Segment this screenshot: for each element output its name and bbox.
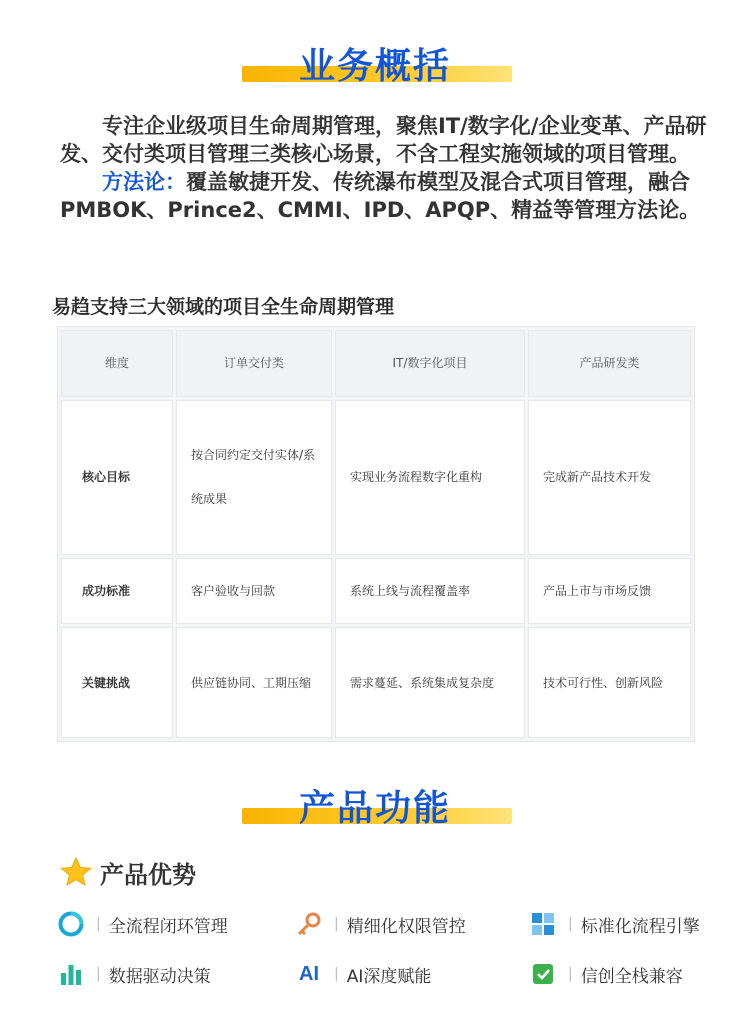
overview-intro xyxy=(60,112,710,224)
table-cell: 按合同约定交付实体/系统成果 xyxy=(176,400,332,555)
advantage-item: | 精细化权限管控 xyxy=(294,909,466,939)
header-cell: IT/数字化项目 xyxy=(335,330,525,397)
row-label: 核心目标 xyxy=(61,400,173,555)
row-label: 关键挑战 xyxy=(61,627,173,738)
advantage-label: 标准化流程引擎 xyxy=(580,916,700,937)
row-label: 成功标准 xyxy=(61,558,173,625)
table-heading: 易趋支持三大领域的项目全生命周期管理 xyxy=(52,296,395,318)
table-cell: 完成新产品技术开发 xyxy=(528,400,691,555)
key-icon xyxy=(294,909,324,939)
advantage-label: 数据驱动决策 xyxy=(108,966,211,987)
advantage-item: | 全流程闭环管理 xyxy=(56,909,228,939)
table-row xyxy=(61,400,691,555)
advantage-item: | 信创全栈兼容 xyxy=(528,959,683,989)
header-cell: 订单交付类 xyxy=(176,330,332,397)
advantages-header xyxy=(60,855,196,889)
ai-icon: AI xyxy=(299,962,319,985)
advantage-item: | 数据驱动决策 xyxy=(56,959,211,989)
advantage-label: 全流程闭环管理 xyxy=(108,916,228,937)
domain-table xyxy=(57,326,695,742)
table-cell: 技术可行性、创新风险 xyxy=(528,627,691,738)
grid-icon xyxy=(528,909,558,939)
advantages-title: 产品优势 xyxy=(100,860,196,889)
ring-icon xyxy=(56,909,86,939)
table-row xyxy=(61,627,691,738)
overview-title-block xyxy=(0,36,750,96)
advantage-item: | 标准化流程引擎 xyxy=(528,909,700,939)
table-cell: 实现业务流程数字化重构 xyxy=(335,400,525,555)
header-cell: 维度 xyxy=(61,330,173,397)
advantage-item: AI | AI深度赋能 xyxy=(294,959,431,989)
features-title: 产品功能 xyxy=(298,788,451,829)
advantage-label: AI深度赋能 xyxy=(346,966,432,987)
header-cell: 产品研发类 xyxy=(528,330,691,397)
features-title-block xyxy=(0,778,750,838)
table-cell: 产品上市与市场反馈 xyxy=(528,558,691,625)
bar-chart-icon xyxy=(56,959,86,989)
star-icon xyxy=(60,856,92,888)
table-header-row xyxy=(61,330,691,397)
method-text: 覆盖敏捷开发、传统瀑布模型及混合式项目管理，融合PMBOK、Prince2、CMMI、IPD、APQP、精益等管理方法论。 xyxy=(60,170,701,222)
advantage-label: 精细化权限管控 xyxy=(346,916,466,937)
method-label: 方法论： xyxy=(102,170,186,194)
overview-paragraph: 专注企业级项目生命周期管理，聚焦IT/数字化/企业变革、产品研发、交付类项目管理三类核心场景，不含工程实施领域的项目管理。 xyxy=(60,114,707,166)
check-badge-icon xyxy=(528,959,558,989)
method-paragraph xyxy=(60,168,710,224)
table-cell: 供应链协同、工期压缩 xyxy=(176,627,332,738)
table-row xyxy=(61,558,691,625)
table-cell: 系统上线与流程覆盖率 xyxy=(335,558,525,625)
overview-title: 业务概括 xyxy=(298,46,451,87)
advantage-label: 信创全栈兼容 xyxy=(580,966,683,987)
table-cell: 需求蔓延、系统集成复杂度 xyxy=(335,627,525,738)
table-cell: 客户验收与回款 xyxy=(176,558,332,625)
